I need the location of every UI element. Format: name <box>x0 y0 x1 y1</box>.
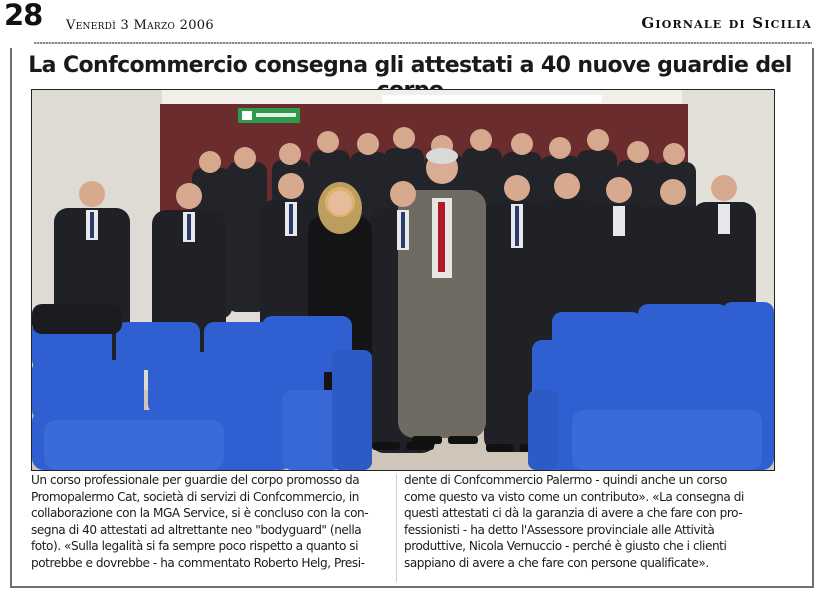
caption-line: dente di Confcommercio Palermo - quindi anche un corso <box>404 473 727 487</box>
caption-line: questi attestati ci dà la garanzia di avere a che fare con pro- <box>404 506 743 520</box>
page-number: 28 <box>4 0 43 32</box>
caption-line: potrebbe e dovrebbe - ha commentato Roberto Helg, Presi- <box>31 555 365 570</box>
caption-line: Promopalermo Cat, società di servizi di Confcommercio, in <box>31 489 360 504</box>
caption-line: foto). «Sulla legalità si fa sempre poco rispetto a quanto si <box>31 539 359 553</box>
issue-date: Venerdì 3 Marzo 2006 <box>66 18 214 33</box>
caption-line: segna di 40 attestati ad altrettante neo "bodyguard" (nella <box>31 522 362 537</box>
caption-column-2 <box>404 472 778 571</box>
article-photo <box>31 89 775 471</box>
exit-sign-icon <box>238 108 300 123</box>
caption-column-1 <box>31 472 405 571</box>
caption-line: come questo va visto come un contributo». «La consegna di <box>404 489 744 504</box>
newspaper-name: Giornale di Sicilia <box>641 14 812 32</box>
masthead-rule <box>34 42 812 44</box>
article-headline: La Confcommercio consegna gli attestati a 40 nuove guardie del <box>28 53 792 78</box>
seats-right <box>528 302 774 470</box>
caption-line: produttive, Nicola Vernuccio - perché è giusto che i clienti <box>404 539 727 553</box>
caption-line: fessionisti - ha detto l'Assessore provinciale alle Attività <box>404 522 715 537</box>
caption-line: sappiano di avere a che fare con persone qualificate». <box>404 555 709 570</box>
ceiling-light <box>382 95 602 103</box>
coat-on-chair <box>32 304 122 334</box>
caption-line: Un corso professionale per guardie del corpo promosso da <box>31 473 360 487</box>
caption-line: collaborazione con la MGA Service, si è concluso con la con- <box>31 506 369 520</box>
group-photo <box>32 90 774 470</box>
